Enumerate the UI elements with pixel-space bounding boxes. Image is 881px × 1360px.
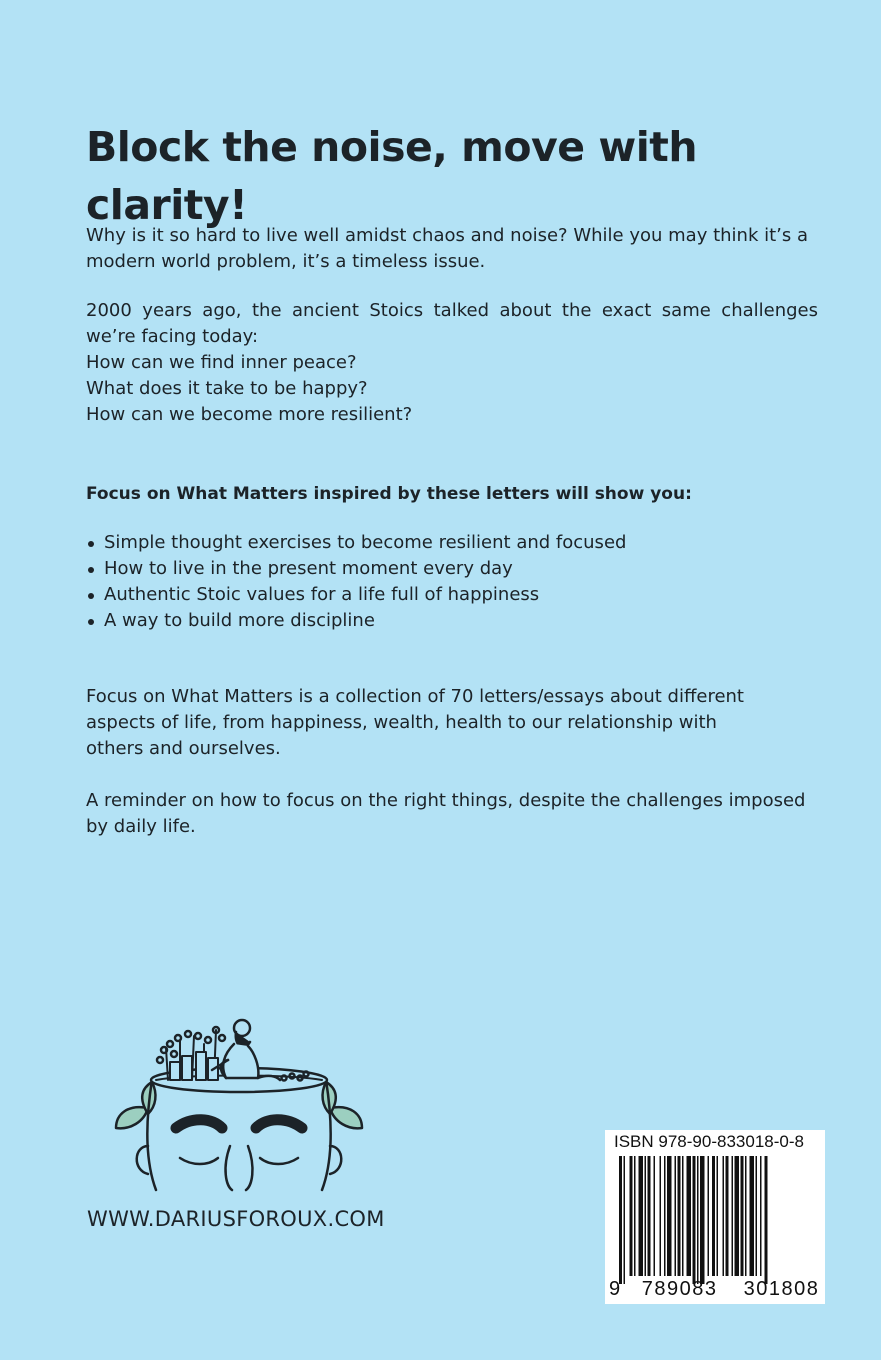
barcode-bar [700, 1156, 705, 1284]
barcode-bar [645, 1156, 647, 1276]
reminder-line-2: by daily life. [86, 816, 196, 837]
head-garden-illustration [108, 1018, 370, 1198]
ean-digits [609, 1278, 821, 1301]
stoics-line-1: 2000 years ago, the ancient Stoics talked about the exact same challenges [86, 300, 818, 321]
barcode-bar [760, 1156, 762, 1276]
ean-left-group: 789083 [641, 1278, 718, 1300]
barcode-bar [687, 1156, 692, 1276]
barcode-bar [624, 1156, 626, 1284]
barcode-bar [708, 1156, 710, 1276]
collection-paragraph [86, 684, 818, 762]
isbn-label: ISBN 978-90-833018-0-8 [614, 1132, 804, 1151]
barcode-bar [693, 1156, 696, 1284]
barcode-bar [619, 1156, 622, 1284]
question-3: How can we become more resilient? [86, 404, 413, 425]
website-url[interactable]: WWW.DARIUSFOROUX.COM [87, 1207, 385, 1231]
barcode-bar [697, 1156, 699, 1284]
bold-intro: Focus on What Matters inspired by these letters will show you: [86, 484, 692, 504]
stoics-paragraph [86, 298, 818, 428]
intro-line-2: modern world problem, it’s a timeless issue. [86, 251, 486, 272]
intro-line-1: Why is it so hard to live well amidst chaos and noise? While you may think it’s a [86, 225, 809, 246]
benefit-item: How to live in the present moment every day [86, 556, 826, 582]
barcode-bar [630, 1156, 633, 1276]
barcode-bar [723, 1156, 725, 1276]
barcode-bar [675, 1156, 677, 1276]
barcode-bar [660, 1156, 662, 1276]
barcode-bar [750, 1156, 755, 1276]
barcode-bar [664, 1156, 666, 1276]
barcode-bar [648, 1156, 651, 1276]
barcode-bar [732, 1156, 734, 1276]
intro-paragraph [86, 223, 818, 275]
barcode-bar [639, 1156, 644, 1276]
barcode-bar [726, 1156, 729, 1276]
question-1: How can we find inner peace? [86, 352, 357, 373]
ean-first-digit: 9 [609, 1278, 622, 1300]
ean-right-group: 301808 [743, 1278, 820, 1300]
collection-line-2: aspects of life, from happiness, wealth, health to our relationship with [86, 712, 717, 733]
barcode-bar [654, 1156, 656, 1276]
barcode-bar [745, 1156, 747, 1276]
barcode-bar [765, 1156, 768, 1284]
barcode-bar [756, 1156, 758, 1276]
isbn-barcode [605, 1130, 825, 1304]
question-2: What does it take to be happy? [86, 378, 368, 399]
stoics-line-2: we’re facing today: [86, 326, 259, 347]
benefit-item: Simple thought exercises to become resilient and focused [86, 530, 826, 556]
barcode-bar [717, 1156, 719, 1276]
barcode-bar [667, 1156, 672, 1276]
barcode-bar [741, 1156, 744, 1276]
reminder-paragraph [86, 788, 818, 840]
barcode-bar [682, 1156, 684, 1276]
barcode-bar [678, 1156, 681, 1276]
reminder-line-1: A reminder on how to focus on the right things, despite the challenges imposed [86, 790, 806, 811]
barcode-bar [735, 1156, 740, 1276]
barcode-bar [712, 1156, 715, 1276]
benefit-item: Authentic Stoic values for a life full of happiness [86, 582, 826, 608]
collection-line-1: Focus on What Matters is a collection of 70 letters/essays about different [86, 686, 744, 707]
collection-line-3: others and ourselves. [86, 738, 281, 759]
barcode-bar [634, 1156, 636, 1276]
benefit-list [86, 530, 826, 634]
benefit-item: A way to build more discipline [86, 608, 826, 634]
headline: Block the noise, move with clarity! [86, 123, 698, 229]
